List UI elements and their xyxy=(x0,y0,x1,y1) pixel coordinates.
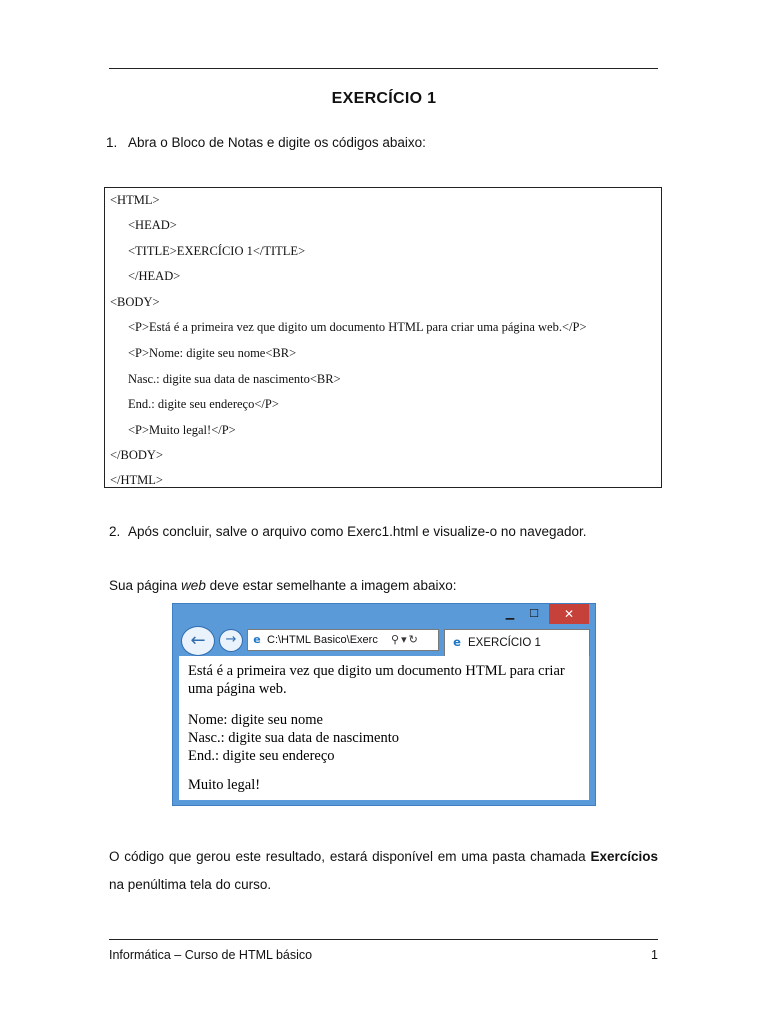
code-box xyxy=(104,187,662,488)
code-line: <P>Está é a primeira vez que digito um documento HTML para criar uma página web.</P> xyxy=(128,320,587,334)
ie-page-icon: e xyxy=(253,633,261,646)
code-line: Nasc.: digite sua data de nascimento<BR> xyxy=(128,372,341,386)
search-icon[interactable]: ⚲ xyxy=(391,633,400,646)
address-bar[interactable] xyxy=(247,629,439,651)
content-paragraph-3: Muito legal! xyxy=(188,777,261,793)
code-line: <HEAD> xyxy=(128,218,177,232)
browser-toolbar xyxy=(173,626,595,656)
address-text: C:\HTML Basico\Exerc xyxy=(267,634,378,646)
maximize-icon[interactable]: ☐ xyxy=(529,607,539,620)
sub-note-emphasis: web xyxy=(181,578,206,593)
footer-rule xyxy=(109,939,658,940)
sub-note-before: Sua página xyxy=(109,578,182,593)
page-number: 1 xyxy=(651,948,658,962)
conclusion-paragraph xyxy=(109,843,658,899)
forward-arrow-icon[interactable]: → xyxy=(219,629,243,652)
code-line: <P>Nome: digite seu nome<BR> xyxy=(128,346,297,360)
content-line-birth: Nasc.: digite sua data de nascimento xyxy=(188,730,399,746)
sub-note-after: deve estar semelhante a imagem abaixo: xyxy=(205,578,457,593)
ie-tab-icon: e xyxy=(453,635,461,649)
step-1-number: 1. xyxy=(106,135,118,150)
step-1 xyxy=(106,135,426,150)
content-line-name: Nome: digite seu nome xyxy=(188,712,323,728)
code-line: </HTML> xyxy=(110,473,163,487)
content-paragraph-1: Está é a primeira vez que digito um documento HTML para criar uma página web. xyxy=(188,663,565,697)
footer-course-title: Informática – Curso de HTML básico xyxy=(109,948,313,962)
step-1-text: Abra o Bloco de Notas e digite os códigos abaixo: xyxy=(128,135,426,150)
code-line: <P>Muito legal!</P> xyxy=(128,423,236,437)
browser-content xyxy=(179,656,589,800)
tab-exercicio-1[interactable] xyxy=(444,629,590,656)
refresh-icon[interactable]: ↻ xyxy=(408,633,418,646)
minimize-icon[interactable]: ▁ xyxy=(505,607,515,620)
sub-note xyxy=(109,578,456,593)
page-title: EXERCÍCIO 1 xyxy=(331,90,437,107)
back-arrow-icon[interactable]: ← xyxy=(181,626,215,656)
conclusion-after: na penúltima tela do curso. xyxy=(109,877,272,892)
content-line-address: End.: digite seu endereço xyxy=(188,748,335,764)
step-2 xyxy=(109,524,587,539)
code-line: <BODY> xyxy=(110,295,160,309)
conclusion-bold: Exercícios xyxy=(590,849,658,864)
close-icon[interactable]: ✕ xyxy=(549,604,589,624)
step-2-text: Após concluir, salve o arquivo como Exerc1.html e visualize-o no navegador. xyxy=(128,524,587,539)
conclusion-before: O código que gerou este resultado, estará disponível em uma pasta chamada xyxy=(109,849,591,864)
browser-titlebar xyxy=(173,604,595,626)
content-paragraph-2 xyxy=(188,711,578,765)
code-line: </HEAD> xyxy=(128,269,181,283)
code-line: End.: digite seu endereço</P> xyxy=(128,397,279,411)
code-line: <TITLE>EXERCÍCIO 1</TITLE> xyxy=(128,244,306,258)
chevron-down-icon[interactable]: ▾ xyxy=(401,633,407,646)
code-line: </BODY> xyxy=(110,448,163,462)
browser-screenshot xyxy=(172,603,596,806)
code-line: <HTML> xyxy=(110,193,160,207)
header-rule xyxy=(109,68,658,69)
tab-title: EXERCÍCIO 1 xyxy=(468,637,541,649)
step-2-number: 2. xyxy=(109,524,121,539)
